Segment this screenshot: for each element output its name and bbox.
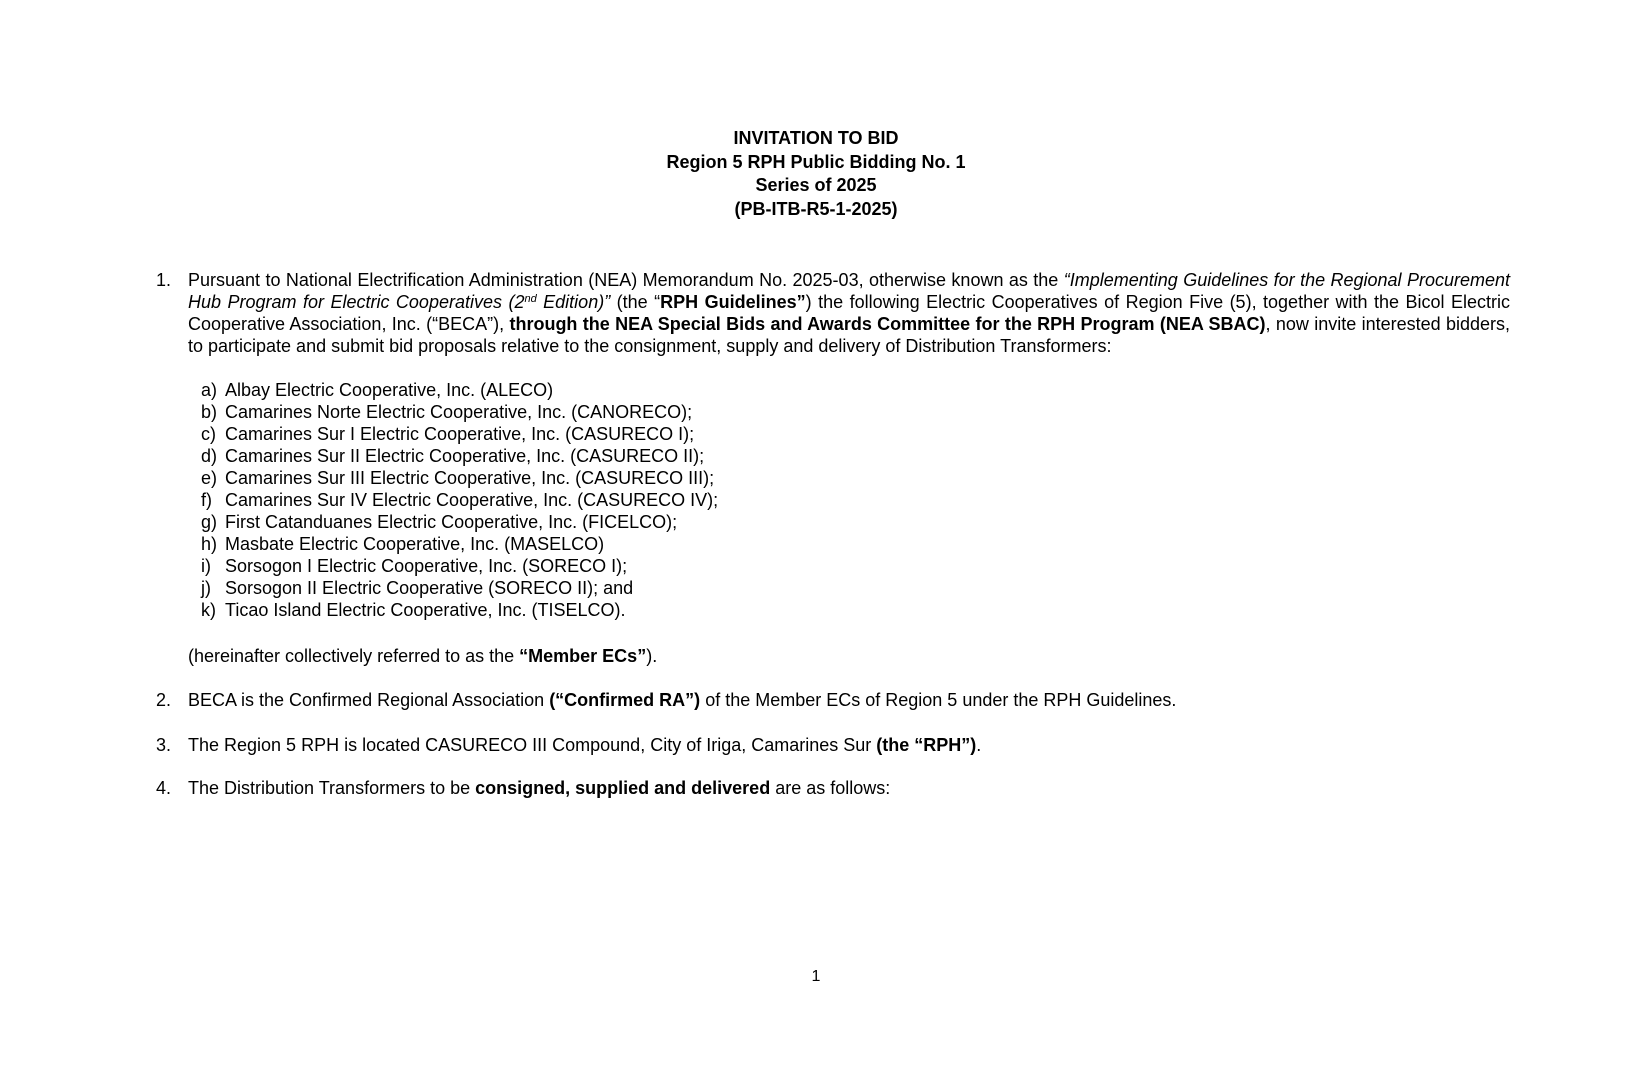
hereinafter-close: ).: [646, 646, 658, 666]
paragraph-3-number: 3.: [156, 735, 172, 755]
p1-text-invite: , now invite interested bidders, to participate and submit bid proposals relative to the consignment, supply and delivery of Distribution Transformers:: [188, 314, 1510, 356]
p2-confirmed-ra-term: (“Confirmed RA”): [549, 690, 701, 710]
paragraph-2-body: [188, 689, 1510, 711]
title-reference-code: (PB-ITB-R5-1-2025): [734, 198, 898, 219]
p1-guidelines-title: “Implementing Guidelines for the Regional Procurement Hub Program for Electric Cooperatives (2: [188, 270, 1511, 312]
paragraph-1: [156, 269, 1510, 357]
hereinafter-text: (hereinafter collectively referred to as the: [188, 646, 520, 666]
title-series: Series of 2025: [755, 175, 877, 195]
title-bidding-number: Region 5 RPH Public Bidding No. 1: [666, 151, 966, 172]
p3-text-end: .: [976, 735, 982, 755]
paragraph-4-number: 4.: [156, 778, 172, 798]
paragraph-2-number: 2.: [156, 690, 172, 710]
p2-text-intro: BECA is the Confirmed Regional Association: [188, 690, 550, 710]
p1-rph-guidelines-term: RPH Guidelines”: [660, 292, 806, 312]
p1-text-cooperatives: ) the following Electric Cooperatives of Region Five (5), together with the Bicol Electric Cooperative Association, Inc. (“BECA”),: [188, 292, 1511, 334]
paragraph-3: [156, 734, 1510, 756]
p1-superscript: nd: [524, 293, 537, 305]
page-number: 1: [811, 968, 821, 985]
paragraph-4: [156, 777, 1510, 799]
p4-consigned-term: consigned, supplied and delivered: [475, 778, 771, 798]
paragraph-2: [156, 689, 1510, 711]
paragraph-4-body: [188, 777, 1510, 799]
p1-guidelines-edition: Edition)”: [536, 292, 611, 312]
p1-nea-sbac-term: through the NEA Special Bids and Awards Committee for the RPH Program (NEA SBAC): [509, 314, 1266, 334]
paragraph-1-number: 1.: [156, 270, 172, 290]
p1-text-the: (the “: [610, 292, 661, 312]
title-invitation-to-bid: INVITATION TO BID: [733, 128, 899, 148]
document-title-block: [0, 127, 1632, 221]
p3-rph-term: (the “RPH”): [876, 735, 977, 755]
p2-text-rest: of the Member ECs of Region 5 under the RPH Guidelines.: [700, 690, 1177, 710]
paragraph-1-body: [188, 269, 1510, 357]
p1-text-intro: Pursuant to National Electrification Administration (NEA) Memorandum No. 2025-03, otherwise known as the: [188, 270, 1064, 290]
p4-text-intro: The Distribution Transformers to be: [188, 778, 476, 798]
paragraph-3-body: [188, 734, 1510, 756]
p4-text-end: are as follows:: [770, 778, 891, 798]
hereinafter-note: [188, 645, 657, 667]
member-ecs-term: “Member ECs”: [519, 646, 647, 666]
p3-text-location: The Region 5 RPH is located CASURECO III Compound, City of Iriga, Camarines Sur: [188, 735, 877, 755]
